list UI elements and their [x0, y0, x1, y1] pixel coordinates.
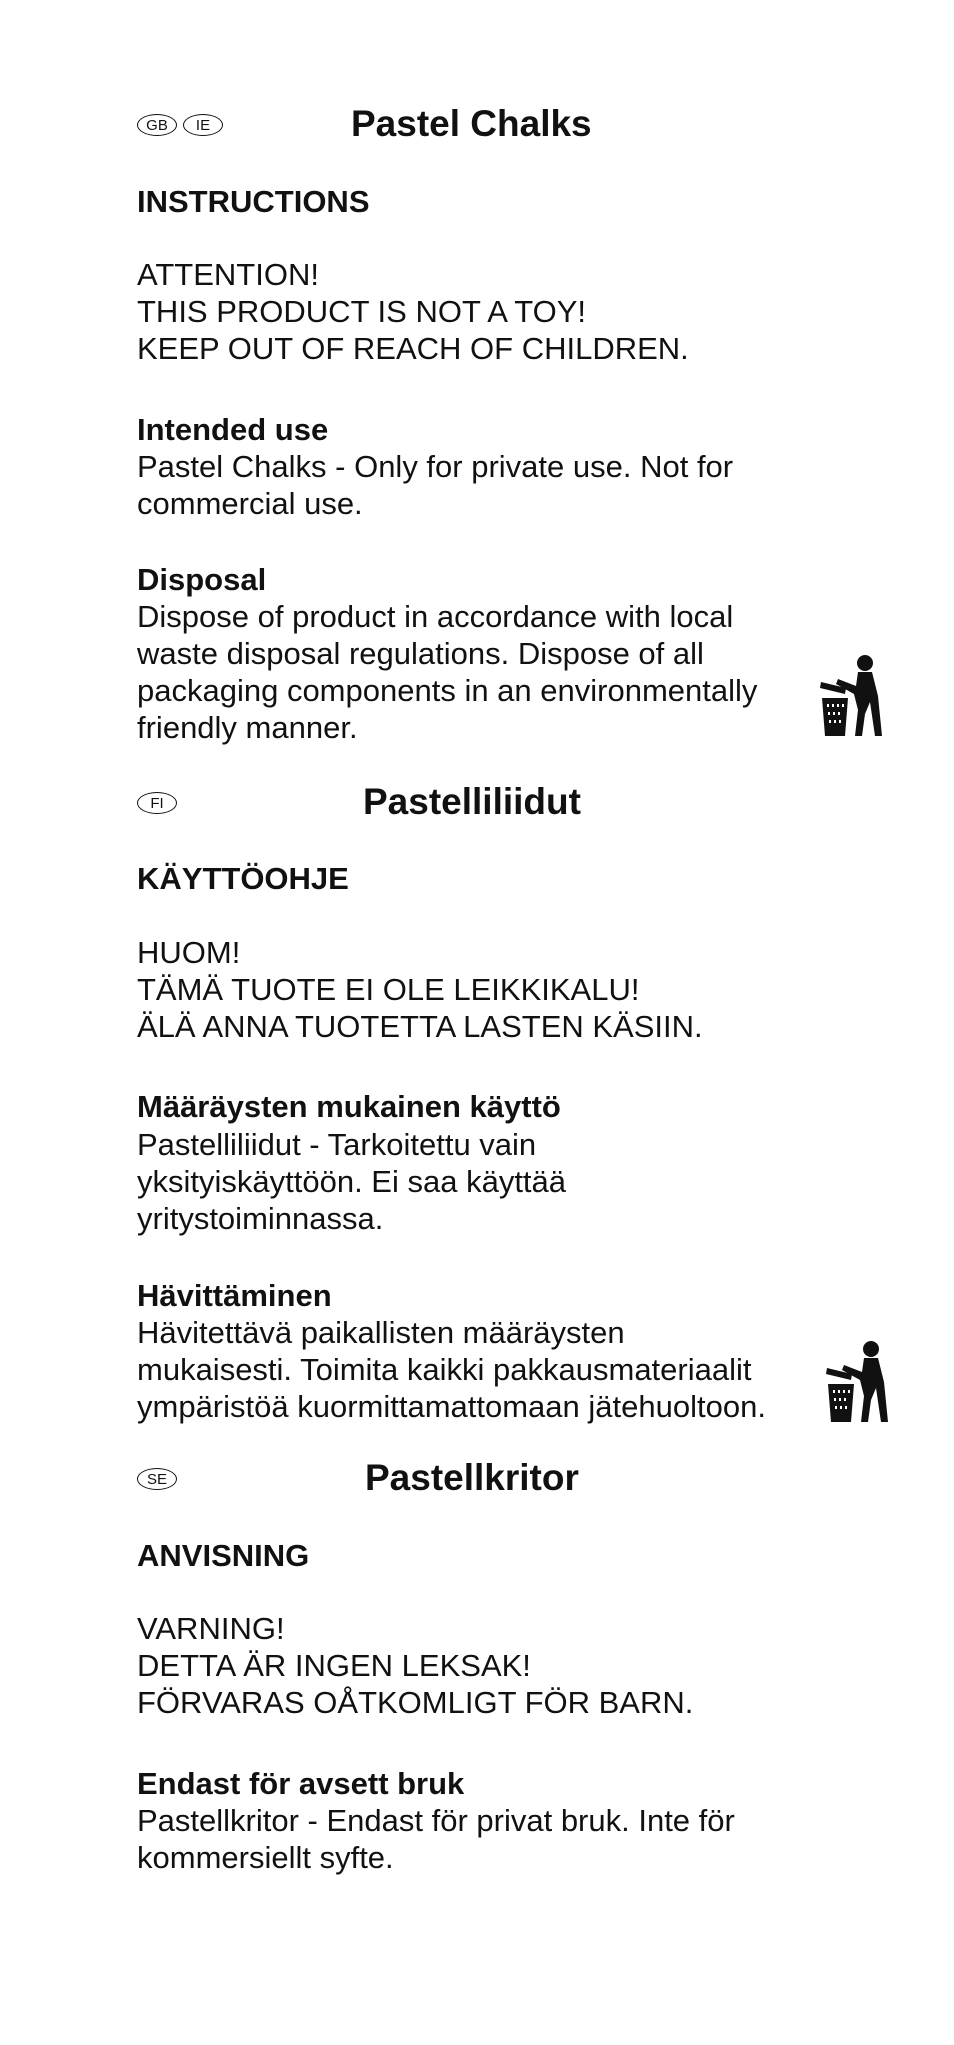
instructions-heading-fi: KÄYTTÖOHJE: [137, 861, 349, 896]
disposal-heading-en: Disposal: [137, 562, 267, 597]
intended-use-heading-se: Endast för avsett bruk: [137, 1766, 465, 1801]
country-badge-gb: GB: [137, 114, 177, 136]
country-badge-ie: IE: [183, 114, 223, 136]
intended-use-text-en: [137, 448, 733, 522]
text-line: waste disposal regulations. Dispose of all: [137, 636, 704, 671]
text-line: commercial use.: [137, 486, 363, 521]
instructions-heading-se: ANVISNING: [137, 1538, 310, 1573]
disposal-heading-fi: Hävittäminen: [137, 1278, 332, 1313]
text-line: Hävitettävä paikallisten määräysten: [137, 1315, 625, 1350]
country-badge-se: SE: [137, 1468, 177, 1490]
intended-use-heading-fi: Määräysten mukainen käyttö: [137, 1089, 561, 1124]
warning-line: ATTENTION!: [137, 257, 319, 292]
section-title-row-fi: [137, 780, 817, 824]
warning-line: KEEP OUT OF REACH OF CHILDREN.: [137, 331, 689, 366]
warning-line: TÄMÄ TUOTE EI OLE LEIKKIKALU!: [137, 972, 640, 1007]
warning-line: HUOM!: [137, 935, 241, 970]
text-line: kommersiellt syfte.: [137, 1840, 394, 1875]
warning-line: DETTA ÄR INGEN LEKSAK!: [137, 1648, 531, 1683]
country-badges-en: [137, 114, 223, 136]
warning-line: FÖRVARAS OÅTKOMLIGT FÖR BARN.: [137, 1685, 694, 1720]
disposal-text-en: [137, 598, 757, 746]
country-badge-fi: FI: [137, 792, 177, 814]
text-line: yksityiskäyttöön. Ei saa käyttää: [137, 1164, 567, 1199]
text-line: mukaisesti. Toimita kaikki pakkausmateriaalit: [137, 1352, 752, 1387]
warning-line: THIS PRODUCT IS NOT A TOY!: [137, 294, 587, 329]
warning-block-fi: [137, 934, 703, 1045]
section-title-en: Pastel Chalks: [351, 103, 592, 144]
text-line: Pastelliliidut - Tarkoitettu vain: [137, 1127, 537, 1162]
text-line: yritystoiminnassa.: [137, 1201, 384, 1236]
disposal-text-fi: [137, 1314, 766, 1425]
text-line: packaging components in an environmentally: [137, 673, 758, 708]
warning-line: VARNING!: [137, 1611, 285, 1646]
text-line: ympäristöä kuormittamattomaan jätehuoltoon.: [137, 1389, 766, 1424]
section-title-se: Pastellkritor: [365, 1457, 579, 1498]
country-badges-fi: [137, 792, 177, 814]
text-line: friendly manner.: [137, 710, 358, 745]
instructions-heading-en: INSTRUCTIONS: [137, 184, 370, 219]
text-line: Pastel Chalks - Only for private use. Not for: [137, 449, 734, 484]
intended-use-text-fi: [137, 1126, 566, 1237]
text-line: Pastellkritor - Endast för privat bruk. Inte för: [137, 1803, 735, 1838]
waste-bin-person-icon: [818, 654, 886, 738]
text-line: Dispose of product in accordance with local: [137, 599, 734, 634]
intended-use-heading-en: Intended use: [137, 412, 329, 447]
section-title-row-en: [137, 102, 817, 146]
warning-block-se: [137, 1610, 693, 1721]
warning-line: ÄLÄ ANNA TUOTETTA LASTEN KÄSIIN.: [137, 1009, 703, 1044]
section-title-fi: Pastelliliidut: [363, 781, 581, 822]
waste-bin-person-icon: [824, 1340, 892, 1424]
warning-block-en: [137, 256, 689, 367]
country-badges-se: [137, 1468, 177, 1490]
section-title-row-se: [137, 1456, 817, 1500]
intended-use-text-se: [137, 1802, 735, 1876]
